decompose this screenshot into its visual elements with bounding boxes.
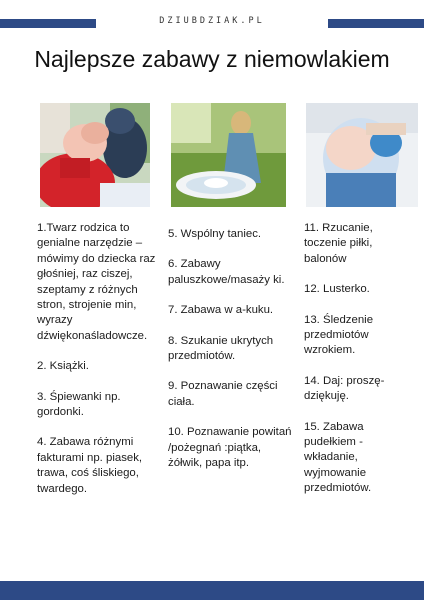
list-item: 9. Poznawanie części ciała. bbox=[168, 380, 278, 408]
list-item: 8. Szukanie ukrytych przedmiotów. bbox=[168, 334, 274, 363]
list-item: 5. Wspólny taniec. bbox=[168, 228, 262, 240]
activities-column-2 bbox=[168, 227, 292, 486]
list-item: 6. Zabawy paluszkowe/masaży ki. bbox=[168, 258, 285, 286]
list-item: 15. Zabawa pudełkiem - wkładanie, wyjmowanie przedmiotów. bbox=[304, 420, 372, 495]
list-item: 7. Zabawa w a-kuku. bbox=[168, 304, 274, 317]
activities-column-3 bbox=[304, 221, 404, 512]
list-item: 13. Śledzenie przedmiotów wzrokiem. bbox=[304, 313, 374, 357]
activities-column-1 bbox=[37, 221, 161, 512]
list-item: 14. Daj: proszę-dziękuję. bbox=[304, 374, 385, 403]
page-title: Najlepsze zabawy z niemowlakiem bbox=[34, 46, 390, 72]
list-item: 10. Poznawanie powitań /pożegnań :piątka, żółwik, papa itp. bbox=[168, 426, 292, 470]
list-item: 4. Zabawa różnymi fakturami np. piasek, trawa, coś śliskiego, twardego. bbox=[37, 436, 143, 495]
list-item: 12. Lusterko. bbox=[304, 283, 370, 296]
photo-baby-with-mother bbox=[40, 103, 150, 207]
list-item: 3. Śpiewanki np. gordonki. bbox=[37, 390, 121, 419]
photo-woman-on-blanket bbox=[171, 103, 286, 207]
brand-name: DZIUBDZIAK.PL bbox=[159, 16, 265, 26]
photo-baby-with-toy bbox=[306, 103, 418, 207]
list-item: 2. Książki. bbox=[37, 360, 89, 373]
list-item: 11. Rzucanie, toczenie piłki, balonów bbox=[304, 222, 373, 265]
bottom-bar bbox=[0, 581, 424, 600]
list-item: 1.Twarz rodzica to genialne narzędzie – mówimy do dziecka raz głośniej, raz ciszej, szeptamy z różnych stron, strojenie min, wyrazy dźwiękonaśladowcze. bbox=[37, 222, 156, 342]
